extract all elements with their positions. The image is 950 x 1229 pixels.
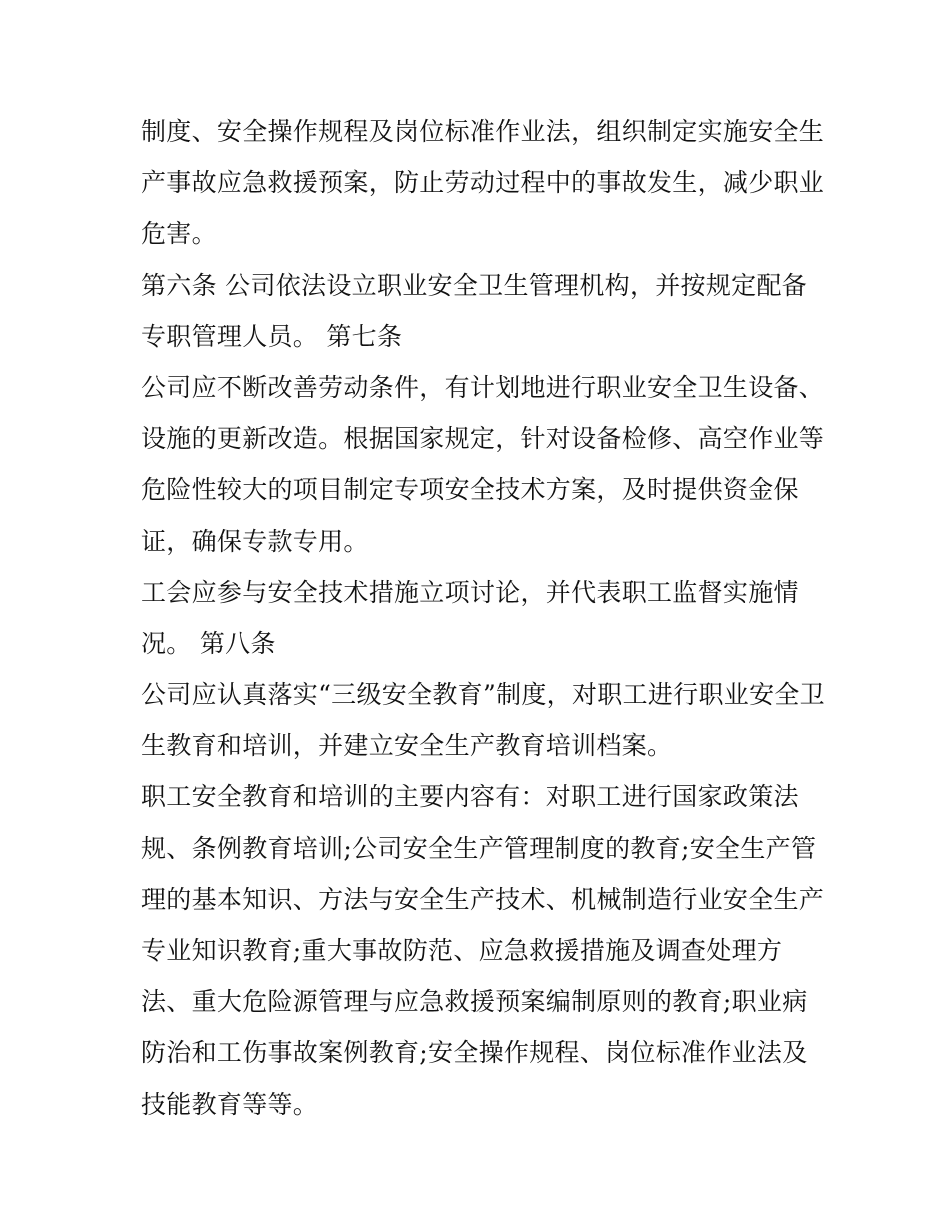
text-line: 生教育和培训，并建立安全生产教育培训档案。 [141, 731, 673, 761]
text-line: 制度、安全操作规程及岗位标准作业法，组织制定实施安全生 [141, 117, 825, 146]
text-line: 规、条例教育培训;公司安全生产管理制度的教育;安全生产管 [141, 833, 817, 863]
text-line: 公司应认真落实“三级安全教育”制度，对职工进行职业安全卫 [141, 680, 825, 710]
text-line: 公司应不断改善劳动条件，有计划地进行职业安全卫生设备、 [141, 372, 825, 402]
text-line: 法、重大危险源管理与应急救援预案编制原则的教育;职业病 [141, 987, 808, 1017]
body-text [141, 106, 825, 1130]
text-line: 防治和工伤事故案例教育;安全操作规程、岗位标准作业法及 [141, 1038, 808, 1068]
text-line: 工会应参与安全技术措施立项讨论，并代表职工监督实施情 [141, 577, 799, 607]
text-line: 第六条 公司依法设立职业安全卫生管理机构，并按规定配备 [141, 270, 808, 300]
text-line: 证，确保专款专用。 [141, 526, 369, 556]
text-line: 技能教育等等。 [141, 1089, 319, 1119]
text-line: 职工安全教育和培训的主要内容有：对职工进行国家政策法 [141, 782, 799, 812]
text-line: 专职管理人员。 第七条 [141, 321, 403, 351]
text-line: 专业知识教育;重大事故防范、应急救援措施及调查处理方 [141, 936, 783, 965]
text-line: 危险性较大的项目制定专项安全技术方案，及时提供资金保 [141, 475, 799, 505]
text-line: 危害。 [141, 219, 217, 249]
text-line: 产事故应急救援预案，防止劳动过程中的事故发生，减少职业 [141, 168, 825, 198]
text-line: 况。 第八条 [141, 628, 276, 658]
text-line: 设施的更新改造。根据国家规定，针对设备检修、高空作业等 [141, 424, 825, 454]
text-line: 理的基本知识、方法与安全生产技术、机械制造行业安全生产 [141, 884, 825, 914]
